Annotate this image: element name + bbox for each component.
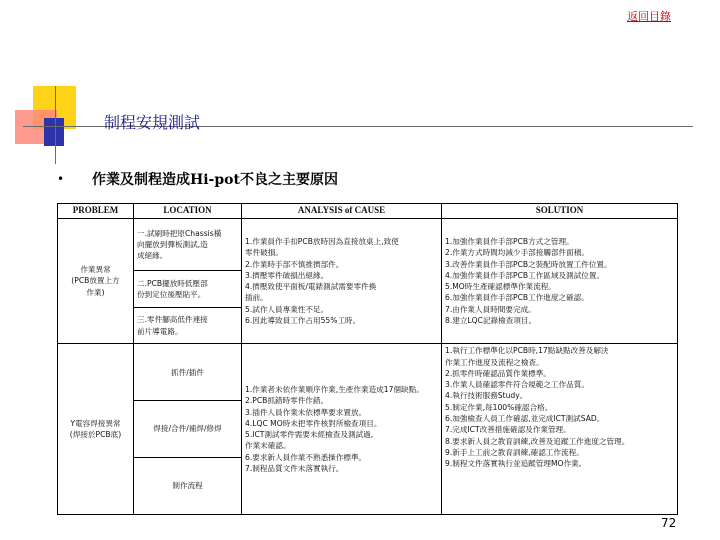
location-cell-2: 二.PCB擺放時低壓部 份到定位後壓貼平。 [134, 271, 242, 307]
page-title: 制程安規測試 [104, 113, 201, 132]
table-row [58, 344, 678, 401]
decorative-blue-block [44, 118, 64, 146]
location-cell-3: 三.零件腳高低件連接 前片導電路。 [134, 307, 242, 343]
analysis-cell-2: 1.作業者未依作業順序作業,生產作業造成17個缺點。 2.PCB抓錯時零件作錯。 3.插件人員作業未依標準要求置放。 4.LQC MO時未把零件核對所檢查項目。 5.ICT測試零件需要未經檢查及測試過, 作業未確認。 6.要求新人員作業不熟悉操作標準。 7.制程品質文件未落實執行。 [242, 344, 442, 515]
decorative-vertical-line [55, 86, 56, 164]
page-number: 72 [661, 516, 677, 530]
bullet-marker: • [57, 172, 65, 186]
header-problem: PROBLEM [58, 204, 134, 219]
location-cell-1: 一.試刷時把原Chassis橫 向擺放到彈板測試,造 成絕緣。 [134, 219, 242, 271]
section-heading: 作業及制程造成Hi-pot不良之主要原因 [92, 172, 338, 188]
header-solution: SOLUTION [442, 204, 678, 219]
solution-cell-1: 1.加強作業員作手部PCB方式之管理。 2.作業方式時間均減少手部接觸部件面積。 3.改善作業員作手部PCB之裝配時放置工件位置。 4.加強作業員作手部PCB工作區域及測試位置。 5.MO時生產確認標準作業流程。 6.加強作業員作手部PCB工作進度之確認。 7.由作業人員時間要完成。 8.建立LQC記錄檢查項目。 [442, 219, 678, 344]
location-cell-6: 制作流程 [134, 458, 242, 515]
table-header-row [58, 204, 678, 219]
solution-cell-2: 1.執行工作標準化以PCB時,17點缺點改善及解決 作業工作進度及流程之檢查。 2.抓零件時確認品質作業標準。 3.作業人員確認零件符合規範之工作品質。 4.執行技術服務Study。 5.制定作業,每100%確認合格。 6.加強檢查人員工作確認,並完成ICT測試SAD。 7.完成ICT改善措施確認及作業管理。 8.要求新人員之教育訓練,改善及追蹤工作進度之管理。 9.新手上工前之教育訓練,確認工作流程。 9.制程文件落實執行並追蹤管理MO作業。 [442, 344, 678, 515]
header-analysis: ANALYSIS of CAUSE [242, 204, 442, 219]
analysis-cell-1: 1.作業員作手扣PCB放時因為直接放桌上,致使 零件破損。 2.作業時手部不慎推擠部件。 3.擠壓零件破損出絕緣。 4.擠壓致使平面板/電錶測試需要零件換 插前。 5.試作人員專業性不足。 6.因此導致員工作占用55%工時。 [242, 219, 442, 344]
cause-analysis-table [57, 203, 678, 515]
problem-cell-1: 作業異常 (PCB放置上方 作業) [58, 219, 134, 344]
back-to-contents-link[interactable]: 返回目錄 [627, 10, 671, 23]
table-row [58, 219, 678, 271]
location-cell-5: 焊接/合件/補焊/修焊 [134, 401, 242, 458]
problem-cell-2: Y電容焊接異常 (焊接於PCB底) [58, 344, 134, 515]
location-cell-4: 抓件/插件 [134, 344, 242, 401]
cause-table-container [57, 203, 677, 515]
header-location: LOCATION [134, 204, 242, 219]
